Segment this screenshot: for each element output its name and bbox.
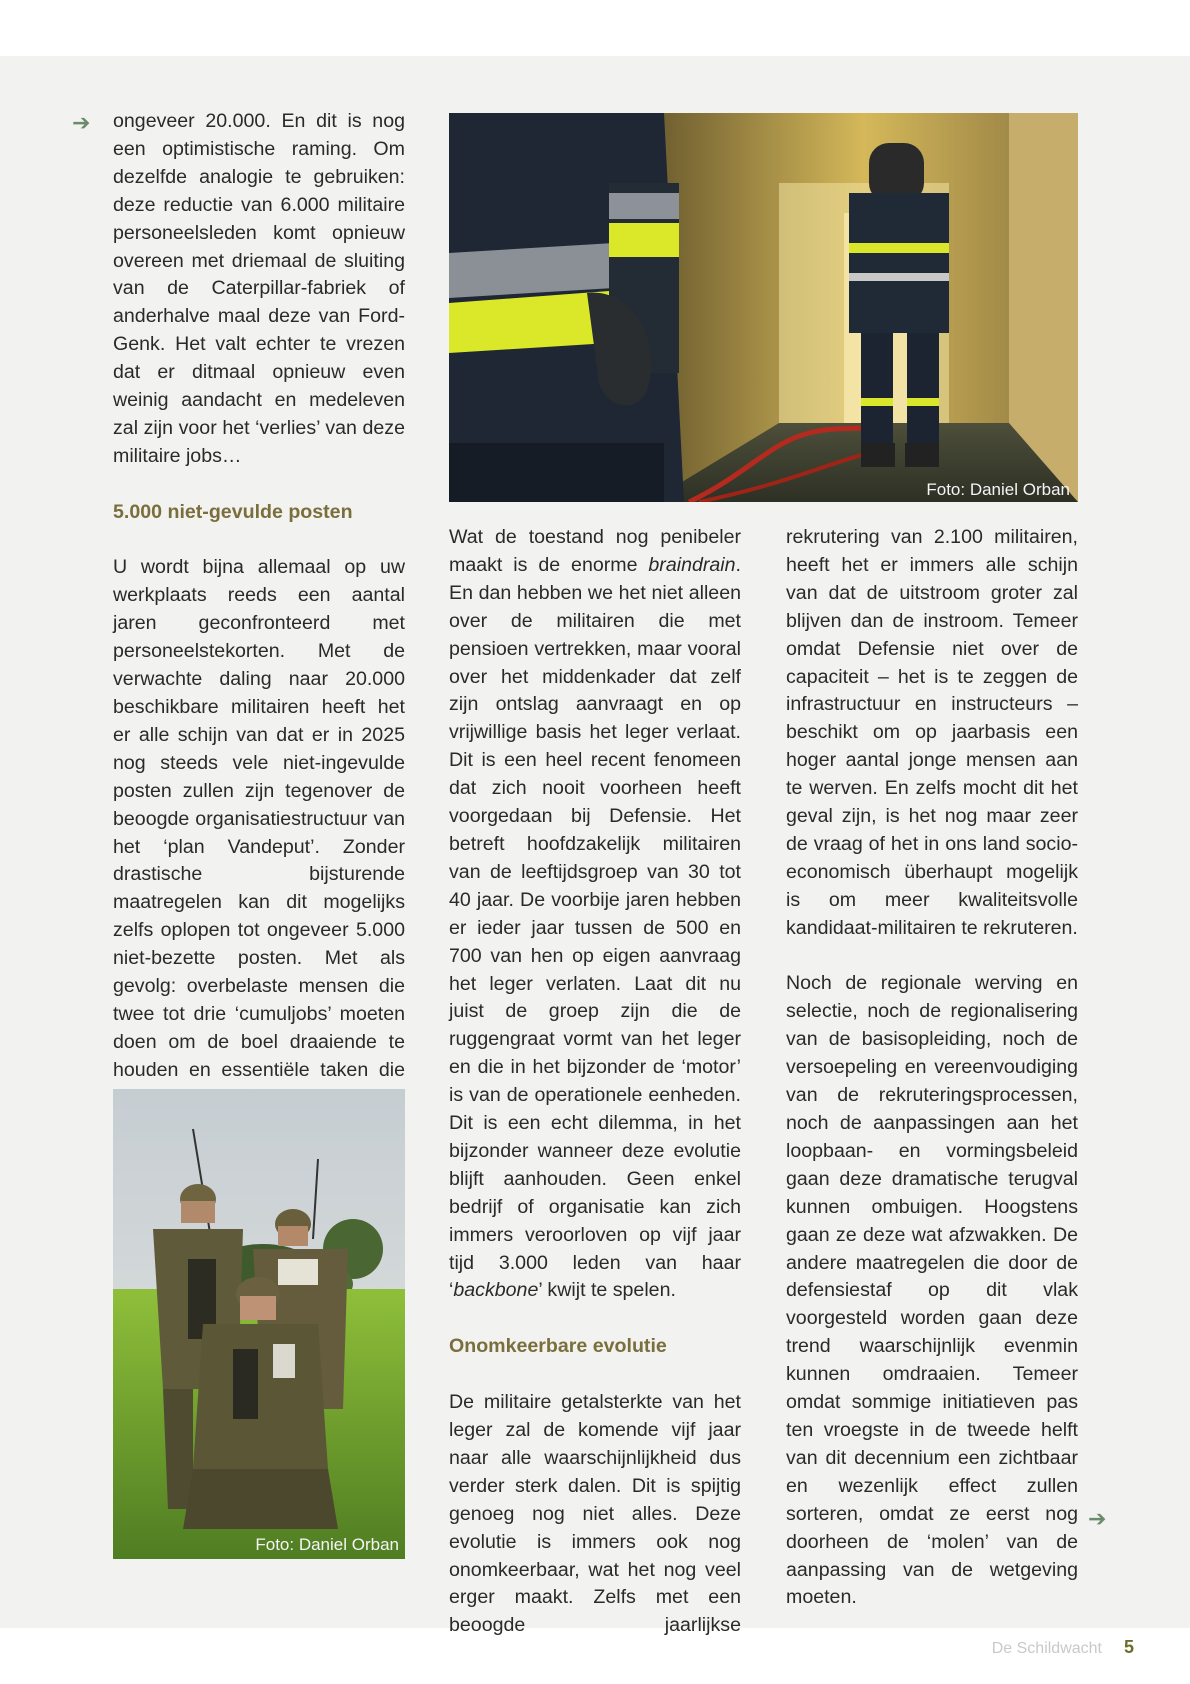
column-1 — [113, 108, 405, 1141]
firefighter-illustration — [449, 113, 1078, 502]
braindrain-paragraph — [449, 524, 741, 1305]
werving-paragraph: Noch de regionale werving en selectie, noch de regionalisering van de basisopleiding, noch de versoepeling en vereenvoudiging van de rekruteringsprocessen, noch de aanpassingen aan het loopbaan- en vormingsbeleid gaan deze dramatische terugval kunnen ombuigen. Hoogstens gaan ze deze wat afzwakken. De andere maatregelen die door de defensiestaf op dit vlak voorgesteld worden gaan deze trend waarschijnlijk evenmin kunnen omdraaien. Temeer omdat sommige initiatieven pas ten vroegste in de tweede helft van dit decennium een zichtbaar en wezenlijk effect zullen sorteren, omdat ze eerst nog doorheen de ‘molen’ van de aanpassing van de wetgeving moeten. — [786, 972, 1078, 1609]
page-number: 5 — [1123, 1637, 1134, 1657]
braindrain-term: braindrain — [648, 553, 736, 576]
intro-paragraph: ongeveer 20.000. En dit is nog een optimistische raming. Om dezelfde analogie te gebruiken: deze reductie van 6.000 militaire personeelsleden komt opnieuw overeen met driemaal de sluiting van de Caterpillar-fabriek of anderhalve maal deze van Ford-Genk. Het valt echter te vrezen dat er ditmaal opnieuw even weinig aandacht en medeleven zal zijn voor het ‘verlies’ van deze militaire jobs… — [113, 110, 405, 467]
posten-paragraph: U wordt bijna allemaal op uw werkplaats reeds een aantal jaren geconfronteerd met personeelstekorten. Met de verwachte daling naar 20.000 beschikbare militairen heeft het er alle schijn van dat er in 2025 nog steeds vele niet-ingevulde posten zullen zijn tegenover de beoogde organisatiestructuur van het ‘plan Vandeput’. Zonder drastische bijsturende maatregelen kan dit mogelijks zelfs oplopen tot ongeveer 5.000 niet-bezette posten. Met als gevolg: overbelaste mensen die twee tot drie ‘cumuljobs’ moeten doen om de boel draaiende te houden en essentiële taken die — [113, 556, 405, 1081]
section-heading-posten: 5.000 niet-gevulde posten — [113, 500, 353, 523]
section-heading-evolutie: Onomkeerbare evolutie — [449, 1335, 667, 1358]
soldiers-illustration — [113, 1089, 405, 1559]
top-photo-caption: Foto: Daniel Orban — [926, 480, 1070, 499]
soldiers-photo — [113, 1089, 405, 1559]
column-3 — [786, 524, 1078, 1612]
firefighter-foreground-figure — [449, 113, 684, 502]
backbone-term: backbone — [453, 1279, 539, 1302]
braindrain-text-end: ’ kwijt te spelen. — [538, 1279, 676, 1302]
bottom-photo-caption: Foto: Daniel Orban — [255, 1535, 399, 1554]
continue-next-arrow-icon: ➔ — [1088, 1506, 1107, 1531]
braindrain-text-middle: . En dan hebben we het niet alleen over de militairen die met pensioen vertrekken, maar vooral over het middenkader dat zelf zijn ontslag aanvraagt en op vrijwillige basis het leger verlaat. Dit is een heel recent fenomeen dat zich nooit voorheen heeft voorgedaan bij Defensie. Het betreft hoofdzakelijk militairen van de leeftijdsgroep van 30 tot 40 jaar. De voorbije jaren hebben er ieder jaar tussen de 500 en 700 van hen op eigen aanvraag het leger verlaten. Laat dit nu juist de groep zijn die de ruggengraat vormt van het leger en die in het bijzonder de ‘motor’ is van de operationele eenheden. Dit is een echt dilemma, in het bijzonder wanneer deze evolutie blijft aanhouden. Geen enkel bedrijf of organisatie kan zich immers veroorloven op vijf jaar tijd 3.000 leden van haar ‘ — [449, 553, 741, 1302]
column-2 — [449, 524, 741, 1640]
braindrain-text-start: Wat de toestand nog penibeler maakt is de enorme — [449, 526, 741, 576]
evolutie-paragraph: De militaire getalsterkte van het leger zal de komende vijf jaar naar alle waarschijnlijkheid dus verder sterk dalen. Dit is spijtig genoeg nog niet alles. Deze evolutie is immers ook nog onomkeerbaar, wat het nog veel erger maakt. Zelfs met een beoogde jaarlijkse — [449, 1391, 741, 1637]
rekrutering-paragraph: rekrutering van 2.100 militairen, heeft het er immers alle schijn van dat de uitstroom groter zal blijven dan de instroom. Temeer omdat Defensie niet over de capaciteit – het is te zeggen de infrastructuur en instructeurs – beschikt om op jaarbasis een hoger aantal jonge mensen aan te werven. En zelfs mocht dit het geval zijn, is het nog maar zeer de vraag of het in ons land socio-economisch überhaupt mogelijk is om meer kwaliteitsvolle kandidaat-militairen te rekruteren. — [786, 526, 1078, 939]
magazine-title: De Schildwacht — [991, 1640, 1102, 1657]
continue-from-arrow-icon: ➔ — [72, 110, 91, 135]
firefighter-photo — [449, 113, 1078, 502]
